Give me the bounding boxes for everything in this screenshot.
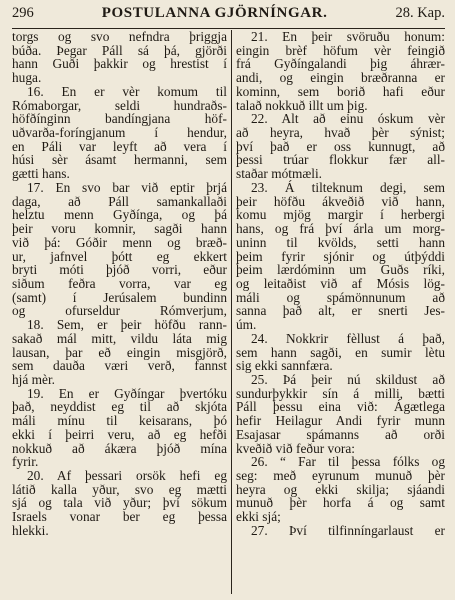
text-line: (samt) í Jerúsalem bundinn	[12, 289, 227, 305]
text-line: eingin brèf höfum vèr feingið	[236, 42, 445, 58]
text-line: talað nokkuð illt um þig.	[236, 97, 368, 113]
text-line: 22. Alt að einu óskum vèr	[251, 111, 445, 127]
text-line: bryti móti þjóð vorri, eður	[12, 262, 227, 278]
text-line: sanna það alt, er snerti Jes-	[236, 303, 445, 319]
text-line: sem hann sagði, en sumir lètu	[236, 344, 445, 360]
right-column	[236, 30, 445, 538]
text-line: 16. En er vèr komum til	[27, 83, 227, 99]
text-line: þeir höfðu ákveðið við hann,	[236, 193, 445, 209]
text-line: seg: með eyrunum munuð þèr	[236, 468, 445, 483]
text-line: fyrir.	[12, 454, 39, 470]
text-line: hans, og frá því árla um morg-	[236, 221, 445, 237]
text-line: staðar mótmæli.	[236, 166, 322, 182]
text-line: kveðið við feður vora:	[236, 440, 355, 456]
text-line: uðvarða-foríngjanum í hendur,	[12, 125, 227, 141]
text-line: höfðínginn bandíngjana höf-	[12, 111, 227, 127]
text-line: 19. En er Gyðíngar þvertóku	[27, 385, 227, 401]
text-line: það, neyddist eg til að skjóta	[12, 399, 227, 415]
left-column	[12, 30, 227, 538]
text-line: og ofurseldur Rómverjum,	[12, 303, 227, 319]
text-line: 24. Nokkrir fèllust á það,	[251, 330, 445, 346]
text-line: andi, og eingin bræðranna er	[236, 70, 445, 86]
text-line: nokkuð að ákæra þjóð mína	[12, 440, 227, 456]
text-line: 18. Sem, er þeir höfðu rann-	[27, 317, 227, 333]
text-line: sem dauða væri verð, fannst	[12, 358, 227, 374]
text-line: en Páli var leyft að vera í	[12, 138, 227, 154]
text-line: heyra og ekki skilja; sjáandi	[236, 481, 445, 497]
text-line: máli mínu til keisarans, þó	[12, 413, 227, 429]
text-line: kominn, sem borið hafi eður	[236, 83, 445, 99]
text-line: munuð þèr horfa á og samt	[236, 495, 445, 511]
text-line: 23. Á tilteknum degi, sem	[251, 179, 445, 195]
text-line: hann Guði þakkir og hrestist í	[12, 56, 227, 72]
text-line: sundurþykkir sín á milli, bætti	[236, 385, 445, 401]
text-line: hjá mèr.	[12, 371, 55, 387]
text-line: því það er oss kunnugt, að	[236, 138, 445, 154]
text-line: sig ekki sannfæra.	[236, 358, 333, 374]
text-line: sjá og tala við yður; því sökum	[12, 495, 227, 511]
text-line: 17. En svo bar við eptir þrjá	[27, 179, 227, 195]
text-line: frá Gyðíngalandi þig áhrær-	[236, 56, 445, 72]
text-line: þeim fyrir sjónir og útþýddi	[236, 248, 445, 264]
text-line: þessi trúar flokkur fær all-	[236, 152, 445, 168]
text-line: uninn til kvölds, setti hann	[236, 234, 445, 250]
text-line: 25. Þá þeir nú skildust að	[251, 371, 445, 387]
text-line: 26. “ Far til þessa fólks og	[251, 454, 445, 470]
column-divider	[231, 30, 232, 594]
text-line: Rómaborgar, seldi hundraðs-	[12, 97, 227, 113]
text-line: lausan, þar eð eingin misgjörð,	[12, 344, 227, 360]
text-line: gætti hans.	[12, 166, 70, 182]
text-line: þeim lærdóminn um Guðs ríki,	[236, 262, 445, 278]
text-line: húsi sèr ásamt hermanni, sem	[12, 152, 227, 168]
text-line: 21. En þeir svöruðu honum:	[251, 29, 445, 44]
chapter-label: 28. Kap.	[395, 5, 445, 21]
text-line: helztu menn Gyðínga, og þá	[12, 207, 227, 223]
text-line: 20. Af þessari orsök hefi eg	[27, 468, 227, 483]
text-line: látið kalla yður, svo eg mætti	[12, 481, 227, 497]
text-line: Páll þessu eina við: Ágætlega	[236, 399, 445, 415]
text-line: daga, að Páll samankallaði	[12, 193, 227, 209]
text-line: torgs og svo nefndra þriggja	[12, 29, 227, 44]
text-line: sakað mál mitt, vildu láta mig	[12, 330, 227, 346]
text-line: hlekki.	[12, 522, 49, 538]
text-line: búða. Þegar Páll sá þá, gjörði	[12, 42, 227, 58]
text-line: þeir voru komnir, sagði hann	[12, 221, 227, 237]
text-line: máli og spámönnunum að	[236, 289, 445, 305]
running-title: POSTULANNA GJÖRNÍNGAR.	[101, 5, 328, 21]
text-line: Esajasar spámanns að orði	[236, 426, 445, 442]
text-line: hefir Heilagur Andi fyrir munn	[236, 413, 445, 429]
text-line: að heyra, hvað þèr sýnist;	[236, 125, 445, 141]
text-line: úm.	[236, 317, 257, 333]
text-line: ekki sjá;	[236, 509, 281, 525]
text-line: ur, jafnvel þótt eg ekkert	[12, 248, 227, 264]
text-line: ekki í þeirri veru, að eg hefði	[12, 426, 227, 442]
page-number: 296	[12, 5, 34, 21]
text-line: 27. Því tilfinníngarlaust er	[251, 522, 445, 538]
page-header	[12, 5, 445, 27]
text-line: siðum feðra vorra, var eg	[12, 275, 227, 291]
text-line: Israels vonar ber eg þessa	[12, 509, 227, 525]
text-line: og leitaðist við af Mósis lög-	[236, 275, 445, 291]
text-line: huga.	[12, 70, 42, 86]
text-line: við þá: Góðir menn og bræð-	[12, 234, 227, 250]
text-line: komu mjög margir í herbergi	[236, 207, 445, 223]
